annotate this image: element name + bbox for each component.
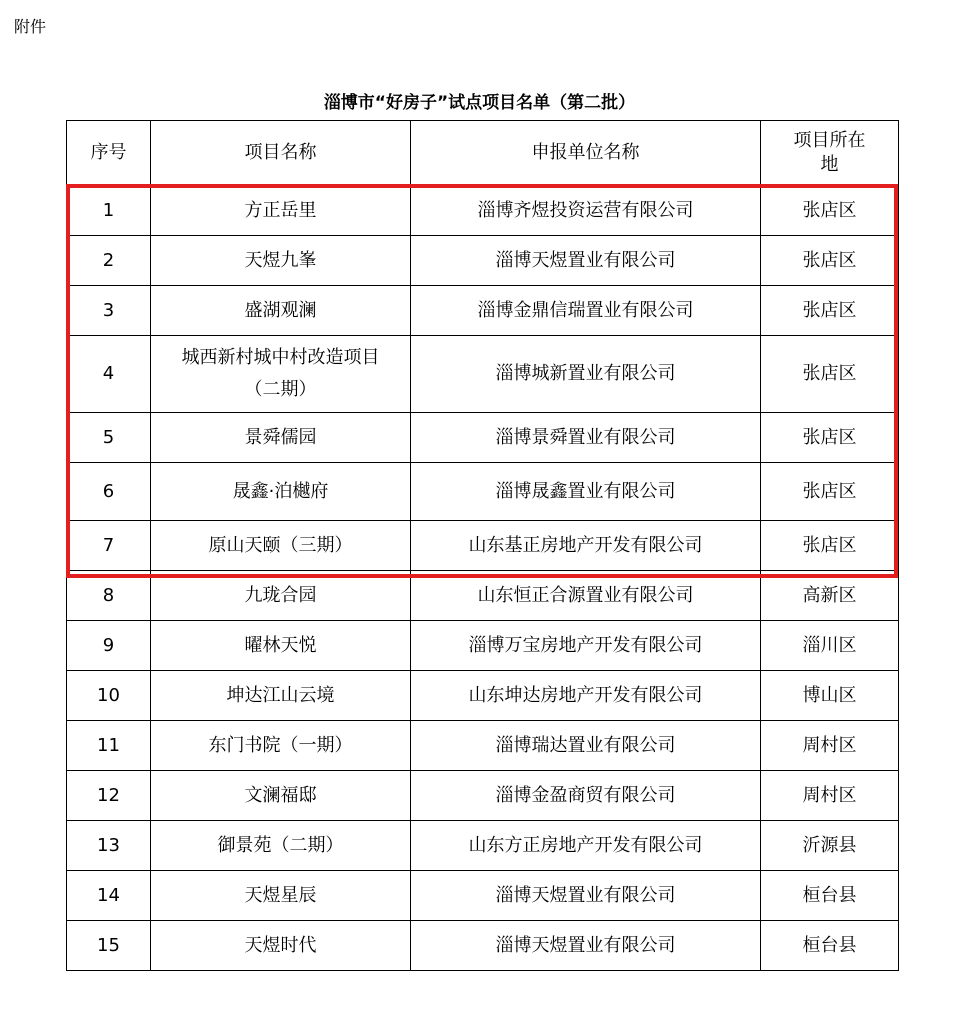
cell-project-name: 曜林天悦 <box>151 621 411 671</box>
cell-project-name: 方正岳里 <box>151 186 411 236</box>
table-row <box>67 186 899 236</box>
table-row <box>67 463 899 521</box>
cell-location: 博山区 <box>761 671 899 721</box>
table-row <box>67 721 899 771</box>
table-row <box>67 871 899 921</box>
cell-location: 桓台县 <box>761 871 899 921</box>
cell-project-name <box>151 336 411 413</box>
header-location <box>761 121 899 186</box>
table-row <box>67 571 899 621</box>
table-row <box>67 621 899 671</box>
cell-unit-name: 淄博晟鑫置业有限公司 <box>411 463 761 521</box>
cell-location: 沂源县 <box>761 821 899 871</box>
cell-unit-name: 淄博瑞达置业有限公司 <box>411 721 761 771</box>
cell-index: 4 <box>67 336 151 413</box>
header-project-name: 项目名称 <box>151 121 411 186</box>
table-row <box>67 286 899 336</box>
cell-unit-name: 山东坤达房地产开发有限公司 <box>411 671 761 721</box>
cell-location: 周村区 <box>761 771 899 821</box>
cell-location: 桓台县 <box>761 921 899 971</box>
cell-index: 9 <box>67 621 151 671</box>
cell-unit-name: 山东方正房地产开发有限公司 <box>411 821 761 871</box>
cell-unit-name: 淄博万宝房地产开发有限公司 <box>411 621 761 671</box>
cell-index: 2 <box>67 236 151 286</box>
cell-index: 10 <box>67 671 151 721</box>
cell-location: 张店区 <box>761 186 899 236</box>
table-row <box>67 821 899 871</box>
cell-location: 淄川区 <box>761 621 899 671</box>
cell-index: 7 <box>67 521 151 571</box>
table-row <box>67 771 899 821</box>
table-row <box>67 521 899 571</box>
cell-project-name: 景舜儒园 <box>151 413 411 463</box>
cell-project-name: 九珑合园 <box>151 571 411 621</box>
cell-index: 8 <box>67 571 151 621</box>
cell-project-name-text: 城西新村城中村改造项目（二期） <box>181 347 380 400</box>
cell-project-name: 坤达江山云境 <box>151 671 411 721</box>
attachment-label: 附件 <box>14 17 47 36</box>
cell-index: 13 <box>67 821 151 871</box>
cell-project-name: 盛湖观澜 <box>151 286 411 336</box>
cell-project-name: 御景苑（二期） <box>151 821 411 871</box>
cell-project-name: 东门书院（一期） <box>151 721 411 771</box>
cell-unit-name: 淄博金鼎信瑞置业有限公司 <box>411 286 761 336</box>
cell-index: 12 <box>67 771 151 821</box>
cell-index: 5 <box>67 413 151 463</box>
cell-location: 张店区 <box>761 463 899 521</box>
cell-location: 张店区 <box>761 336 899 413</box>
cell-project-name: 文澜福邸 <box>151 771 411 821</box>
cell-index: 1 <box>67 186 151 236</box>
header-index: 序号 <box>67 121 151 186</box>
cell-project-name: 原山天颐（三期） <box>151 521 411 571</box>
table-header-row <box>67 121 899 186</box>
table-row <box>67 671 899 721</box>
table-row <box>67 921 899 971</box>
table-row <box>67 236 899 286</box>
table-row <box>67 413 899 463</box>
cell-unit-name: 淄博城新置业有限公司 <box>411 336 761 413</box>
cell-unit-name: 淄博景舜置业有限公司 <box>411 413 761 463</box>
cell-index: 15 <box>67 921 151 971</box>
project-list-table <box>66 120 899 971</box>
cell-location: 张店区 <box>761 286 899 336</box>
cell-unit-name: 山东恒正合源置业有限公司 <box>411 571 761 621</box>
cell-location: 张店区 <box>761 236 899 286</box>
cell-location: 张店区 <box>761 521 899 571</box>
cell-location: 张店区 <box>761 413 899 463</box>
cell-unit-name: 淄博齐煜投资运营有限公司 <box>411 186 761 236</box>
cell-project-name: 天煜九峯 <box>151 236 411 286</box>
cell-project-name: 天煜星辰 <box>151 871 411 921</box>
cell-index: 14 <box>67 871 151 921</box>
cell-project-name: 天煜时代 <box>151 921 411 971</box>
cell-location: 周村区 <box>761 721 899 771</box>
cell-project-name: 晟鑫·泊樾府 <box>151 463 411 521</box>
header-location-label: 项目所在地 <box>793 130 866 175</box>
cell-unit-name: 淄博金盈商贸有限公司 <box>411 771 761 821</box>
cell-index: 6 <box>67 463 151 521</box>
cell-unit-name: 淄博天煜置业有限公司 <box>411 871 761 921</box>
table-row <box>67 336 899 413</box>
cell-unit-name: 淄博天煜置业有限公司 <box>411 921 761 971</box>
header-unit-name: 申报单位名称 <box>411 121 761 186</box>
document-title: 淄博市“好房子”试点项目名单（第二批） <box>323 93 636 113</box>
cell-index: 3 <box>67 286 151 336</box>
cell-unit-name: 山东基正房地产开发有限公司 <box>411 521 761 571</box>
cell-unit-name: 淄博天煜置业有限公司 <box>411 236 761 286</box>
cell-index: 11 <box>67 721 151 771</box>
cell-location: 高新区 <box>761 571 899 621</box>
